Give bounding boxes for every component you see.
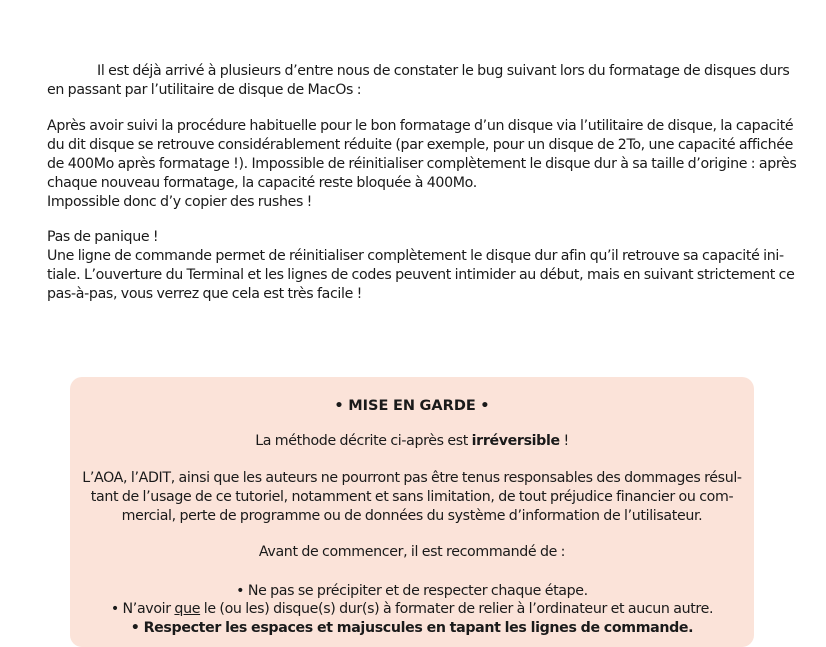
- bullet-item: • Respecter les espaces et majuscules en tapant les lignes de commande.: [130, 620, 694, 636]
- warning-method-end: !: [559, 433, 569, 449]
- problem-line: Après avoir suivi la procédure habituelle pour le bon formatage d’un disque via l’utilitaire de disque, la capacité: [47, 118, 794, 134]
- solution-paragraph: [47, 228, 795, 304]
- problem-line: chaque nouveau formatage, la capacité reste bloquée à 400Mo.: [47, 175, 477, 191]
- solution-line: tiale. L’ouverture du Terminal et les lignes de codes peuvent intimider au début, mais en suivant strictement ce: [47, 267, 795, 283]
- intro-line-1: Il est déjà arrivé à plusieurs d’entre nous de constater le bug suivant lors du formatage de disques durs: [97, 63, 790, 79]
- bullet-item: [70, 600, 754, 619]
- warning-box: [70, 377, 754, 647]
- solution-line: Pas de panique !: [47, 229, 159, 245]
- bullet-text: le (ou les) disque(s) dur(s) à formater de relier à l’ordinateur et aucun autre.: [200, 601, 714, 617]
- problem-line: Impossible donc d’y copier des rushes !: [47, 194, 313, 210]
- problem-line: du dit disque se retrouve considérablement réduite (par exemple, pour un disque de 2To, une capacité affichée: [47, 137, 793, 153]
- bullet-text: • N’avoir: [110, 601, 175, 617]
- bullet-item: • Ne pas se précipiter et de respecter chaque étape.: [236, 583, 588, 599]
- recommend-line: Avant de commencer, il est recommandé de :: [258, 544, 566, 560]
- intro-paragraph: [47, 62, 790, 100]
- disclaimer-line: mercial, perte de programme ou de données du système d’information de l’utilisateur.: [121, 508, 703, 524]
- problem-paragraph: [47, 117, 797, 212]
- intro-line-2: en passant par l’utilitaire de disque de MacOs :: [47, 82, 362, 98]
- solution-line: pas-à-pas, vous verrez que cela est très facile !: [47, 286, 362, 302]
- warning-method-text: La méthode décrite ci-après est: [255, 433, 472, 449]
- bullet-underlined-word: que: [174, 601, 201, 617]
- warning-title: • MISE EN GARDE •: [334, 398, 490, 414]
- solution-line: Une ligne de commande permet de réinitialiser complètement le disque dur afin qu’il retrouve sa capacité ini-: [47, 248, 784, 264]
- warning-method-line: [70, 432, 754, 451]
- warning-irreversible: irréversible: [471, 433, 560, 449]
- disclaimer-line: tant de l’usage de ce tutoriel, notamment et sans limitation, de tout préjudice financier ou com-: [90, 489, 734, 505]
- disclaimer-line: L’AOA, l’ADIT, ainsi que les auteurs ne pourront pas être tenus responsables des dommages résul-: [82, 470, 742, 486]
- problem-line: de 400Mo après formatage !). Impossible de réinitialiser complètement le disque dur à sa taille d’origine : après: [47, 156, 797, 172]
